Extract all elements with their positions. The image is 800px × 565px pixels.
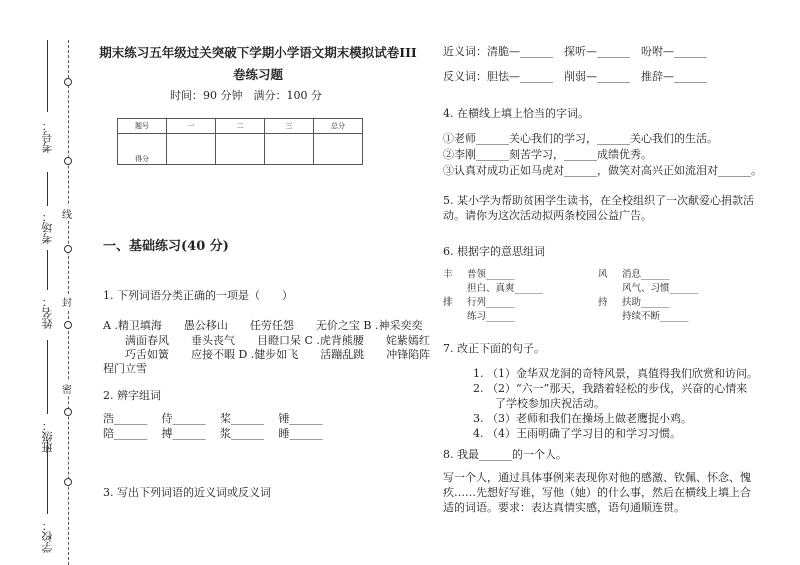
question-5-cont: 动。请你为这次活动拟两条校园公益广告。 [443,209,652,222]
question-6: 6. 根据字的意思组词 [443,245,545,258]
exam-room-label: 考场： [41,211,54,244]
section-heading: 一、基础练习(40 分) [103,239,229,254]
q8-instruction: 疚……先想好写谁，写他（她）的什么事，然后在横线上填上合 [443,486,751,499]
q1-option-line: 巧舌如簧 应接不暇 D .健步如飞 活蹦乱跳 冲锋陷阵 [103,348,431,361]
q6-char: 排 [443,297,453,308]
binding-hole [64,321,72,329]
q6-char: 风 [598,269,608,280]
q8-instruction: 适的词语。要求：表达真情实感，语句通顺连贯。 [443,501,685,514]
q7-sentence: 2. （2）“六一”那天，我踏着轻松的步伐，兴奋的心情来 [473,382,748,395]
q6-char: 持 [598,297,608,308]
q6-meaning[interactable]: 消息______ [622,269,670,280]
q6-meaning[interactable]: 扶助______ [622,297,670,308]
binding-hole [64,408,72,416]
score-header: 三 [265,119,314,134]
q1-option-line: 满面春风 垂头丧气 目瞪口呆 C .虎背熊腰 姹紫嫣红 [103,334,430,347]
exam-title: 期末练习五年级过关突破下学期小学语文期末模拟试卷III卷练习题 [99,45,417,82]
q8-instruction: 写一个人，通过具体事例来表现你对他的感激、钦佩、怀念、愧 [443,471,751,484]
q6-meaning[interactable]: 练习______ [467,311,515,322]
cut-mark-xian: 线 [62,206,72,221]
class-blank[interactable] [47,340,48,414]
score-header: 题号 [118,119,167,134]
cut-mark-feng: 封 [62,294,72,309]
q7-sentence: 4. （4）王雨明确了学习目的和学习习惯。 [473,427,681,440]
school-blank[interactable] [47,440,48,514]
score-cell[interactable] [167,134,216,165]
q6-meaning[interactable]: 行列______ [467,297,515,308]
score-cell[interactable] [314,134,363,165]
question-4: 4. 在横线上填上恰当的字词。 [443,107,589,120]
synonym-line[interactable]: 近义词：清脆—______ 探听—______ 吩咐—______ [443,45,707,58]
antonym-line[interactable]: 反义词：胆怯—______ 削弱—______ 推辞—______ [443,70,707,83]
q4-line[interactable]: ③认真对成功正如马虎对______，做笑对高兴正如流泪对______。 [443,164,762,177]
q6-meaning[interactable]: 担白、真爽______ [467,283,544,294]
q6-right-group [598,268,698,324]
score-header: 一 [167,119,216,134]
binding-hole [64,478,72,486]
question-2: 2. 辨字组词 [103,389,161,402]
exam-number-label: 考号： [41,120,54,153]
q7-sentence: 了学校参加庆祝活动。 [473,397,605,410]
q4-line[interactable]: ②李刚______刻苦学习，______成绩优秀。 [443,148,652,161]
q7-sentence: 1. （1）金华双龙洞的奇特风景，真值得我们欣赏和访问。 [473,367,758,380]
q1-option-line: 程门立雪 [103,362,147,375]
question-7: 7. 改正下面的句子。 [443,342,545,355]
score-row-label: 得分 [118,134,167,165]
question-8[interactable]: 8. 我最______的一个人。 [443,448,567,461]
binding-hole [64,157,72,165]
name-label: 姓名： [41,296,54,329]
name-blank[interactable] [47,250,48,290]
q6-meaning[interactable]: 风气、习惯______ [622,283,699,294]
time-and-score: 时间：90 分钟 满分：100 分 [170,89,322,102]
q7-sentence: 3. （3）老师和我们在操场上做老鹰捉小鸡。 [473,412,692,425]
score-cell[interactable] [265,134,314,165]
score-header: 总分 [314,119,363,134]
q6-meaning[interactable]: 普领______ [467,269,515,280]
q6-char: 丰 [443,269,453,280]
cut-mark-mi: 密 [62,381,72,396]
binding-hole [64,78,72,86]
q4-line[interactable]: ①老师______关心我们的学习，______关心我们的生活。 [443,132,718,145]
class-label: 班级： [41,420,54,453]
q1-option-line: A .精卫填海 愚公移山 任劳任怨 无价之宝 B .神采奕奕 [103,319,423,332]
school-label: 学校： [41,520,54,553]
q2-line[interactable]: 陪______ 搏______ 浆______ 睡______ [103,427,323,440]
q6-meaning[interactable]: 持续不断______ [622,311,689,322]
q2-line[interactable]: 浩______ 侍______ 桨______ 锤______ [103,412,323,425]
score-header: 二 [216,119,265,134]
exam-room-blank[interactable] [47,172,48,206]
binding-hole [64,245,72,253]
score-table [117,118,363,165]
q6-left-group [443,268,543,324]
question-1: 1. 下列词语分类正确的一项是（ ） [103,289,293,302]
question-3: 3. 写出下列词语的近义词或反义词 [103,486,271,499]
question-5: 5. 某小学为帮助贫困学生读书，在全校组织了一次献爱心捐款活 [443,194,754,207]
score-cell[interactable] [216,134,265,165]
exam-number-blank[interactable] [47,40,48,112]
